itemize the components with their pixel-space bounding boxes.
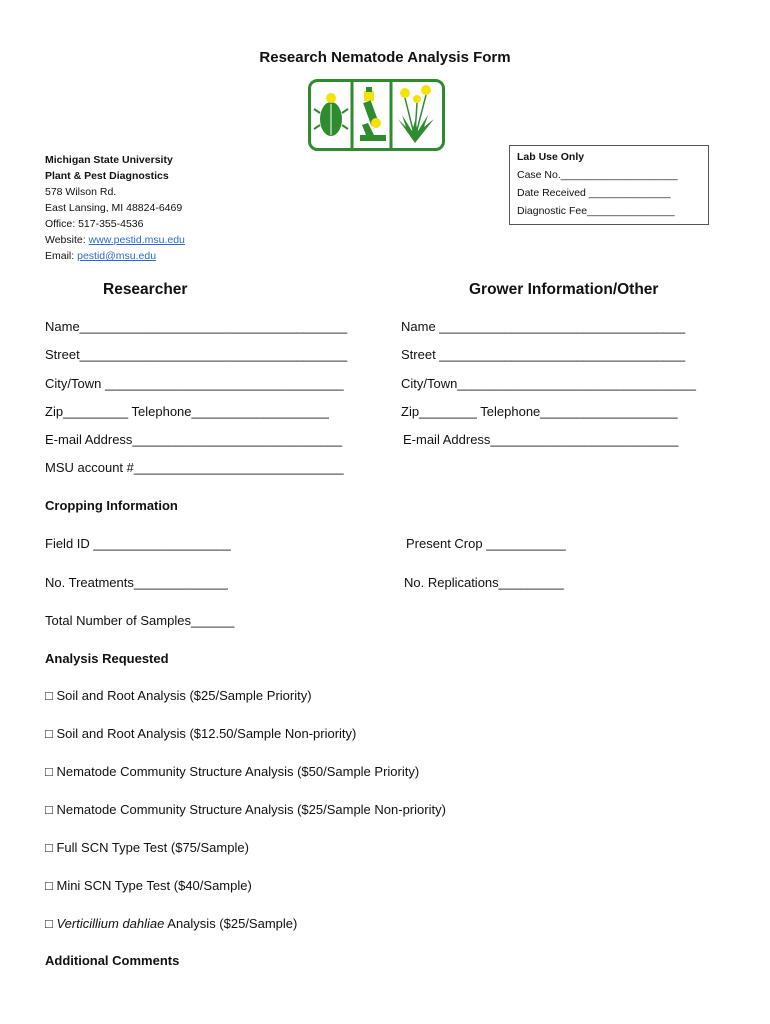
grower-email-field[interactable]: E-mail Address__________________________ <box>403 432 679 447</box>
additional-comments-heading: Additional Comments <box>45 953 180 968</box>
street-address: 578 Wilson Rd. <box>45 186 117 198</box>
replications-field[interactable]: No. Replications_________ <box>404 575 564 590</box>
date-received-field: Date Received ______________ <box>517 187 671 199</box>
option-community-priority[interactable] <box>45 764 419 779</box>
checkbox-icon[interactable]: □ <box>45 802 53 817</box>
institution-address <box>45 152 185 264</box>
checkbox-icon[interactable]: □ <box>45 764 53 779</box>
researcher-city-field[interactable]: City/Town _________________________________ <box>45 376 344 391</box>
researcher-zip-phone-field[interactable]: Zip_________ Telephone___________________ <box>45 404 329 419</box>
diagnostic-fee-field: Diagnostic Fee_______________ <box>517 205 675 217</box>
researcher-heading: Researcher <box>103 281 188 298</box>
form-title: Research Nematode Analysis Form <box>259 49 511 66</box>
city-state-zip: East Lansing, MI 48824-6469 <box>45 202 183 214</box>
option-full-scn[interactable] <box>45 840 249 855</box>
option-label: Soil and Root Analysis ($12.50/Sample Non-priority) <box>56 726 357 741</box>
lab-use-header: Lab Use Only <box>517 151 585 163</box>
website-label: Website <box>45 234 83 246</box>
grower-zip-phone-field[interactable]: Zip________ Telephone___________________ <box>401 404 678 419</box>
email-label: Email: <box>45 250 75 262</box>
checkbox-icon[interactable]: □ <box>45 726 53 741</box>
option-label: Mini SCN Type Test ($40/Sample) <box>56 878 252 893</box>
present-crop-field[interactable]: Present Crop ___________ <box>406 536 566 551</box>
cropping-heading: Cropping Information <box>45 498 178 513</box>
analysis-heading: Analysis Requested <box>45 651 169 666</box>
option-soil-root-nonpriority[interactable] <box>45 726 356 741</box>
option-label: Nematode Community Structure Analysis ($25/Sample Non-priority) <box>56 802 446 817</box>
msu-diagnostics-logo <box>308 79 445 151</box>
website-line: Website: www.pestid.msu.edu <box>45 234 185 246</box>
option-verticillium[interactable] <box>45 916 297 931</box>
option-label: Soil and Root Analysis ($25/Sample Priority) <box>56 688 312 703</box>
department-name: Plant & Pest Diagnostics <box>45 170 169 182</box>
institution-name: Michigan State University <box>45 154 173 166</box>
checkbox-icon[interactable]: □ <box>45 840 53 855</box>
checkbox-icon[interactable]: □ <box>45 878 53 893</box>
researcher-street-field[interactable]: Street_____________________________________ <box>45 347 348 362</box>
grower-city-field[interactable]: City/Town_________________________________ <box>401 376 696 391</box>
treatments-field[interactable]: No. Treatments_____________ <box>45 575 228 590</box>
email-link[interactable]: pestid@msu.edu <box>77 250 157 262</box>
office-phone: Office: 517-355-4536 <box>45 218 144 230</box>
grower-heading: Grower Information/Other <box>469 281 659 298</box>
option-label: Analysis ($25/Sample) <box>164 916 298 931</box>
checkbox-icon[interactable]: □ <box>45 688 53 703</box>
researcher-name-field[interactable]: Name_____________________________________ <box>45 319 348 334</box>
option-community-nonpriority[interactable] <box>45 802 446 817</box>
option-soil-root-priority[interactable] <box>45 688 312 703</box>
option-mini-scn[interactable] <box>45 878 252 893</box>
field-id-field[interactable]: Field ID ___________________ <box>45 536 231 551</box>
msu-account-field[interactable]: MSU account #_____________________________ <box>45 460 344 475</box>
species-name: Verticillium dahliae <box>56 916 165 931</box>
checkbox-icon[interactable]: □ <box>45 916 53 931</box>
option-label: Full SCN Type Test ($75/Sample) <box>56 840 249 855</box>
grower-name-field[interactable]: Name __________________________________ <box>401 319 686 334</box>
case-number-field: Case No.____________________ <box>517 169 678 181</box>
email-line <box>45 248 185 264</box>
grower-street-field[interactable]: Street __________________________________ <box>401 347 686 362</box>
researcher-email-field[interactable]: E-mail Address_____________________________ <box>45 432 343 447</box>
option-label: Nematode Community Structure Analysis ($50/Sample Priority) <box>56 764 420 779</box>
total-samples-field[interactable]: Total Number of Samples______ <box>45 613 235 628</box>
website-link[interactable]: www.pestid.msu.edu <box>88 234 185 246</box>
lab-use-box <box>509 145 709 225</box>
